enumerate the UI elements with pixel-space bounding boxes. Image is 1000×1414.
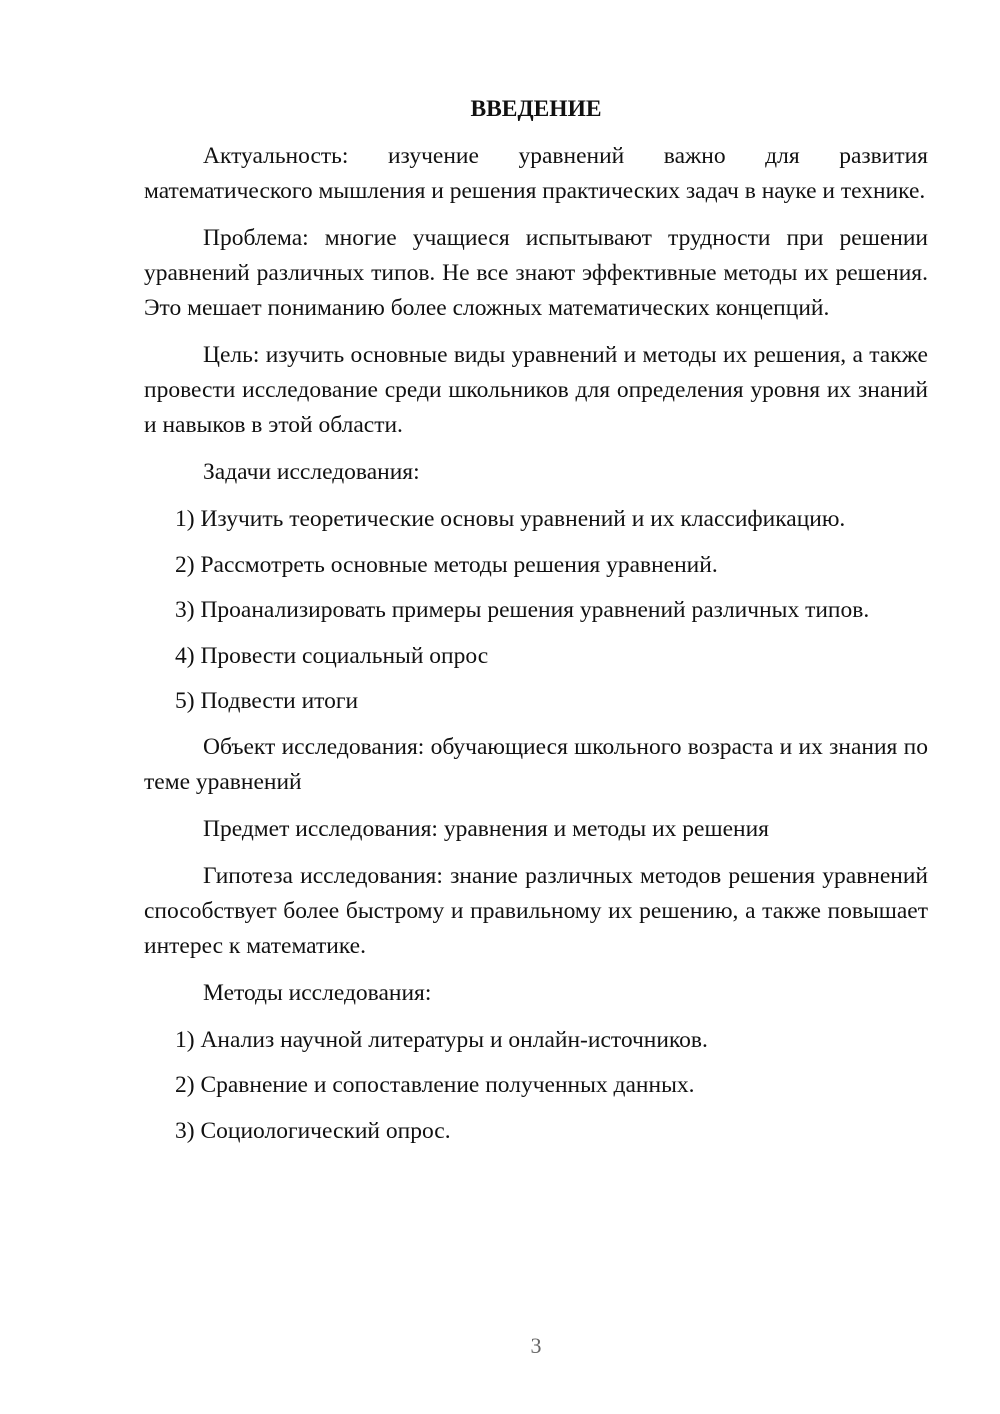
object-paragraph: Объект исследования: обучающиеся школьного возраста и их знания по теме уравнений	[144, 733, 928, 795]
methods-heading: Методы исследования:	[203, 979, 432, 1006]
subject-paragraph: Предмет исследования: уравнения и методы их решения	[203, 815, 769, 842]
relevance-paragraph: Актуальность: изучение уравнений важно для развития математического мышления и решения практических задач в науке и технике.	[144, 143, 928, 204]
list-item: 1) Анализ научной литературы и онлайн-источников.	[175, 1026, 708, 1053]
tasks-heading: Задачи исследования:	[203, 459, 420, 485]
tasks-list	[144, 502, 928, 719]
list-item: 5) Подвести итоги	[175, 688, 359, 714]
methods-list	[144, 1023, 928, 1149]
list-item: 1) Изучить теоретические основы уравнений и их классификацию.	[175, 506, 846, 532]
hypothesis-paragraph: Гипотеза исследования: знание различных методов решения уравнений способствует более быстрому и правильному их решению, а также повышает интерес к математике.	[144, 862, 928, 959]
list-item: 2) Рассмотреть основные методы решения уравнений.	[175, 551, 718, 578]
list-item: 4) Провести социальный опрос	[175, 642, 489, 669]
problem-paragraph: Проблема: многие учащиеся испытывают трудности при решении уравнений различных типов. Не все знают эффективные методы их решения. Это мешает пониманию более сложных математических концепций.	[144, 225, 928, 321]
page-number: 3	[530, 1333, 542, 1358]
list-item: 2) Сравнение и сопоставление полученных данных.	[175, 1072, 695, 1098]
list-item: 3) Проанализировать примеры решения уравнений различных типов.	[175, 597, 870, 623]
list-item: 3) Социологический опрос.	[175, 1117, 451, 1144]
section-title: ВВЕДЕНИЕ	[470, 96, 602, 122]
page-content	[144, 92, 928, 1159]
goal-paragraph: Цель: изучить основные виды уравнений и методы их решения, а также провести исследование среди школьников для определения уровня их знаний и навыков в этой области.	[144, 342, 928, 438]
